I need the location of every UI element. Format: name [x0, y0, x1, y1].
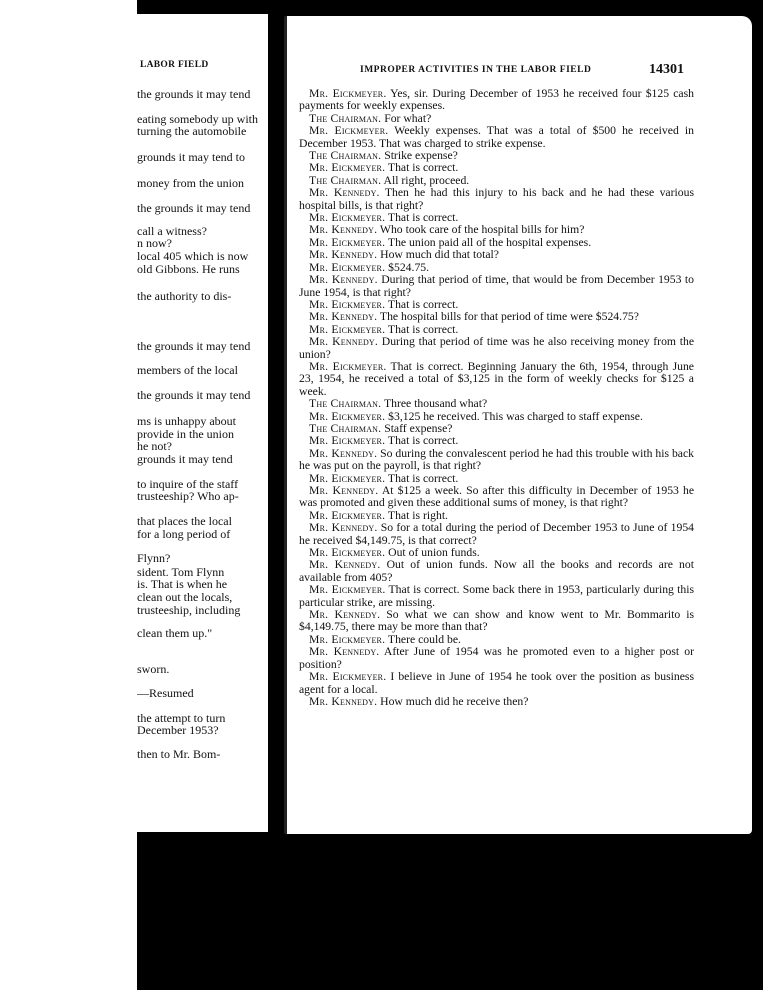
speaker-name: Mr. Eickmeyer. — [309, 670, 387, 684]
speaker-name: The Chairman. — [309, 173, 382, 187]
transcript-paragraph — [299, 361, 694, 398]
left-page-line: ms is unhappy about — [137, 414, 236, 428]
speaker-name: Mr. Eickmeyer. — [309, 297, 386, 311]
left-page-line: call a witness? — [137, 224, 207, 238]
transcript-paragraph — [299, 274, 694, 299]
left-margin — [0, 0, 137, 990]
speech-text: Out of union funds. Now all the books and records are not available from 405? — [299, 558, 694, 584]
speaker-name: Mr. Kennedy. — [309, 273, 378, 287]
transcript-paragraph — [299, 485, 694, 510]
speaker-name: Mr. Eickmeyer. — [309, 322, 386, 336]
transcript-paragraph — [299, 88, 694, 113]
speaker-name: Mr. Kennedy. — [309, 186, 380, 200]
left-page-line: is. That is when he — [137, 577, 228, 591]
left-page-line: the attempt to turn — [137, 711, 226, 725]
transcript-paragraph — [299, 522, 694, 547]
speaker-name: Mr. Eickmeyer. — [309, 161, 386, 175]
left-page-line: grounds it may tend to — [137, 150, 245, 164]
left-page-line: grounds it may tend — [137, 452, 233, 466]
speaker-name: Mr. Kennedy. — [309, 694, 378, 708]
page-number: 14301 — [649, 62, 684, 77]
left-page-line: sworn. — [137, 662, 170, 676]
speech-text: Weekly expenses. That was a total of $500 he received in December 1953. That was charged to strike expense. — [299, 124, 694, 150]
left-page-line: the authority to dis- — [137, 289, 232, 303]
speaker-name: Mr. Eickmeyer. — [309, 508, 386, 522]
speech-text: That is correct. — [385, 322, 459, 336]
left-page-line: he not? — [137, 439, 172, 453]
speech-text: After June of 1954 was he promoted even to a higher post or position? — [299, 645, 694, 671]
speech-text: That is correct. — [385, 297, 459, 311]
speech-text: That is correct. — [385, 211, 459, 225]
speech-text: Out of union funds. — [385, 546, 480, 560]
speech-text: So what we can show and know went to Mr. Bommarito is $4,149.75, there may be more than that? — [299, 608, 695, 634]
speaker-name: Mr. Kennedy. — [309, 446, 378, 460]
transcript-paragraph — [299, 696, 694, 708]
speaker-name: Mr. Kennedy. — [309, 484, 379, 497]
running-head: IMPROPER ACTIVITIES IN THE LABOR FIELD — [360, 65, 592, 75]
speech-text: That is correct. — [385, 434, 459, 448]
speech-text: Three thousand what? — [381, 397, 488, 411]
left-page-line: clean them up." — [137, 626, 213, 640]
transcript-paragraph — [299, 336, 694, 361]
speech-text: Then he had this injury to his back and he had these various hospital bills, is that right? — [299, 186, 694, 212]
speaker-name: The Chairman. — [309, 149, 382, 163]
speaker-name: Mr. Eickmeyer. — [309, 87, 387, 100]
transcript-paragraph — [299, 448, 694, 473]
transcript-paragraph — [299, 584, 694, 609]
transcript-paragraph — [299, 187, 694, 212]
speaker-name: Mr. Kennedy. — [309, 608, 381, 622]
speech-text: Staff expense? — [381, 421, 453, 435]
speaker-name: Mr. Kennedy. — [309, 645, 380, 659]
speech-text: The hospital bills for that period of time were $524.75? — [377, 310, 639, 324]
speaker-name: Mr. Eickmeyer. — [309, 211, 386, 225]
transcript-paragraph — [299, 559, 694, 584]
speech-text: $524.75. — [385, 260, 430, 274]
speaker-name: The Chairman. — [309, 111, 382, 125]
speaker-name: Mr. Eickmeyer. — [309, 260, 386, 274]
left-page-line: for a long period of — [137, 527, 231, 541]
speech-text: How much did he receive then? — [377, 694, 529, 708]
transcript-paragraph — [299, 609, 694, 634]
left-page-line: the grounds it may tend — [137, 201, 251, 215]
speaker-name: Mr. Eickmeyer. — [309, 359, 387, 373]
left-page-line: trusteeship? Who ap- — [137, 489, 239, 503]
left-page-line: Flynn? — [137, 551, 171, 565]
left-page-line: —Resumed — [137, 686, 194, 700]
speech-text: During that period of time, that would be from December 1953 to June 1954, is that right? — [299, 273, 695, 299]
speech-text: The union paid all of the hospital expenses. — [385, 235, 592, 249]
speaker-name: Mr. Eickmeyer. — [309, 434, 386, 448]
speech-text: At $125 a week. So after this difficulty in December of 1953 he was promoted and given these additional sums of money, is that right? — [299, 484, 695, 510]
speaker-name: Mr. Eickmeyer. — [309, 409, 386, 423]
speech-text: Who took care of the hospital bills for him? — [377, 223, 585, 237]
left-page-line: eating somebody up with — [137, 112, 258, 126]
speaker-name: Mr. Eickmeyer. — [309, 632, 386, 646]
speaker-name: Mr. Kennedy. — [309, 248, 378, 262]
main-page — [284, 16, 752, 834]
speech-text: Strike expense? — [381, 149, 458, 163]
speech-text: There could be. — [385, 632, 461, 646]
speech-text: I believe in June of 1954 he took over the position as business agent for a local. — [299, 670, 694, 696]
speech-text: Yes, sir. During December of 1953 he received four $125 cash payments for weekly expenses. — [299, 87, 694, 113]
left-page-line: the grounds it may tend — [137, 87, 251, 101]
left-page-line: the grounds it may tend — [137, 339, 251, 353]
transcript-body — [299, 88, 694, 708]
left-page-line: then to Mr. Bom- — [137, 747, 221, 761]
left-page-header: LABOR FIELD — [140, 60, 209, 70]
speech-text: That is correct. — [385, 471, 459, 485]
speech-text: How much did that total? — [377, 248, 499, 262]
transcript-paragraph — [299, 125, 694, 150]
transcript-paragraph — [299, 646, 694, 671]
speech-text: During that period of time was he also receiving money from the union? — [299, 335, 695, 361]
speech-text: That is right. — [385, 508, 448, 522]
speech-text: $3,125 he received. This was charged to staff expense. — [385, 409, 643, 423]
left-page-fragment — [137, 14, 270, 832]
left-page-line: old Gibbons. He runs — [137, 262, 240, 276]
speech-text: That is correct. — [385, 161, 459, 175]
speech-text: For what? — [381, 111, 432, 125]
speaker-name: Mr. Kennedy. — [309, 223, 378, 237]
speaker-name: Mr. Eickmeyer. — [309, 124, 389, 138]
left-page-line: local 405 which is now — [137, 249, 249, 263]
left-page-line: that places the local — [137, 514, 232, 528]
left-page-line: December 1953? — [137, 723, 219, 737]
speaker-name: Mr. Eickmeyer. — [309, 583, 386, 597]
speaker-name: The Chairman. — [309, 397, 382, 411]
speaker-name: Mr. Eickmeyer. — [309, 235, 386, 249]
left-page-line: clean out the locals, — [137, 590, 233, 604]
left-page-line: turning the automobile — [137, 124, 247, 138]
speech-text: So for a total during the period of December 1953 to June of 1954 he received $4,149.75, is that correct? — [299, 521, 695, 547]
speaker-name: Mr. Kennedy. — [309, 335, 379, 349]
left-page-line: to inquire of the staff — [137, 477, 239, 491]
speaker-name: Mr. Kennedy. — [309, 521, 378, 535]
speaker-name: Mr. Kennedy. — [309, 310, 378, 324]
transcript-paragraph — [299, 671, 694, 696]
speaker-name: Mr. Kennedy. — [309, 558, 381, 572]
speech-text: That is correct. Beginning January the 6th, 1954, through June 23, 1954, he received a total of $3,125 in the form of weekly checks for $125 a week. — [299, 359, 694, 398]
left-page-line: sident. Tom Flynn — [137, 565, 225, 579]
left-page-line: money from the union — [137, 176, 244, 190]
left-page-line: provide in the union — [137, 427, 234, 441]
left-page-line: members of the local — [137, 363, 238, 377]
left-page-line: trusteeship, including — [137, 603, 241, 617]
speech-text: All right, proceed. — [381, 173, 470, 187]
speech-text: So during the convalescent period he had this trouble with his back he was put on the payroll, is that right? — [299, 446, 695, 473]
speaker-name: Mr. Eickmeyer. — [309, 471, 386, 485]
speech-text: That is correct. Some back there in 1953, particularly during this particular strike, are missing. — [299, 583, 694, 609]
left-page-line: the grounds it may tend — [137, 388, 251, 402]
speaker-name: Mr. Eickmeyer. — [309, 546, 386, 560]
speaker-name: The Chairman. — [309, 421, 382, 435]
left-page-line: n now? — [137, 236, 172, 250]
